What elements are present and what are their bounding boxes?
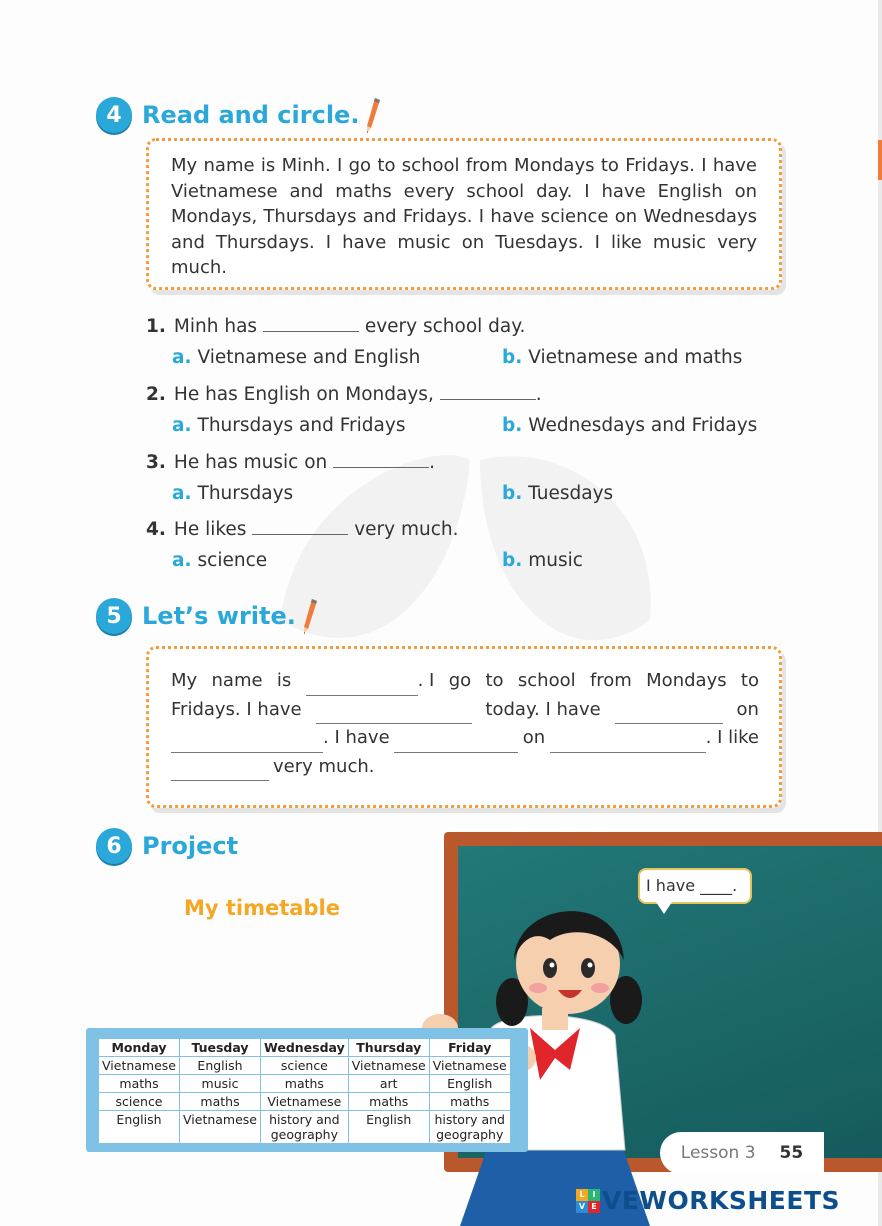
option-letter: a. — [172, 415, 192, 436]
table-cell: English — [99, 1111, 180, 1144]
writing-line — [171, 667, 759, 696]
option-a[interactable] — [172, 415, 405, 436]
table-cell: maths — [429, 1093, 510, 1111]
table-row — [99, 1057, 511, 1075]
text-fragment: name — [211, 670, 263, 691]
page-edge-tab — [878, 140, 882, 180]
option-letter: b. — [502, 347, 523, 368]
option-b[interactable] — [502, 550, 583, 571]
timetable-header-row — [99, 1039, 511, 1057]
question-text-after: . — [535, 384, 542, 405]
pencil-icon — [365, 96, 381, 134]
table-cell: Vietnamese — [261, 1093, 349, 1111]
writing-line — [171, 724, 759, 753]
table-cell: history and geography — [429, 1111, 510, 1144]
question-text-before: He has English on Mondays, — [173, 384, 434, 405]
table-cell: maths — [348, 1093, 429, 1111]
table-cell: maths — [261, 1075, 349, 1093]
text-fragment: from — [589, 670, 632, 691]
option-text: science — [197, 550, 268, 571]
logo-letter: I — [588, 1189, 600, 1201]
liveworksheets-brand — [576, 1186, 840, 1215]
option-letter: a. — [172, 483, 192, 504]
table-cell: English — [429, 1075, 510, 1093]
reading-passage: My name is Minh. I go to school from Mondays to Fridays. I have Vietnamese and maths every school day. I have English on Mondays, Thursdays and Fridays. I have science on Wednesdays and Thursdays. I have music on Tuesdays. I like music very much. — [171, 155, 757, 278]
reading-passage-box — [146, 138, 782, 290]
option-text: Tuesdays — [528, 483, 614, 504]
text-fragment: to — [485, 670, 504, 691]
name-blank[interactable] — [306, 677, 418, 696]
section-6-heading — [96, 828, 238, 864]
project-subtitle: My timetable — [184, 896, 340, 920]
section-title: Read and circle. — [142, 101, 360, 129]
question-3 — [146, 449, 435, 473]
table-cell: Vietnamese — [180, 1111, 261, 1144]
table-cell: maths — [99, 1075, 180, 1093]
question-text-before: He likes — [173, 519, 247, 540]
table-cell: Vietnamese — [99, 1057, 180, 1075]
answer-blank[interactable] — [440, 381, 536, 400]
timetable-header: Friday — [429, 1039, 510, 1057]
section-title: Project — [142, 832, 239, 860]
text-fragment: school — [517, 670, 576, 691]
text-fragment: on — [522, 727, 546, 748]
table-cell: history and geography — [261, 1111, 349, 1144]
day-blank[interactable] — [550, 734, 706, 753]
speech-bubble: I have ____. — [638, 868, 752, 904]
option-a[interactable] — [172, 550, 267, 571]
subject-blank[interactable] — [171, 762, 269, 781]
option-b[interactable] — [502, 415, 757, 436]
brand-text: VEWORKSHEETS — [602, 1186, 841, 1215]
answer-blank[interactable] — [263, 313, 359, 332]
subjects-blank[interactable] — [316, 705, 472, 724]
writing-paragraph — [171, 667, 759, 781]
option-letter: a. — [172, 347, 192, 368]
option-text: Wednesdays and Fridays — [528, 415, 758, 436]
answer-blank[interactable] — [252, 516, 348, 535]
question-number: 3. — [146, 452, 166, 473]
table-cell: science — [99, 1093, 180, 1111]
pencil-icon — [302, 597, 318, 635]
option-text: Thursdays — [197, 483, 294, 504]
option-text: music — [528, 550, 583, 571]
section-number-badge: 4 — [96, 97, 132, 133]
question-number: 4. — [146, 519, 166, 540]
day-blank[interactable] — [171, 734, 323, 753]
writing-line — [171, 696, 759, 725]
liveworksheets-logo-icon — [576, 1189, 600, 1213]
text-fragment: very much. — [273, 755, 375, 777]
option-letter: b. — [502, 483, 523, 504]
logo-letter: L — [576, 1189, 588, 1201]
table-cell: Vietnamese — [429, 1057, 510, 1075]
option-letter: b. — [502, 550, 523, 571]
text-fragment: . I have — [323, 727, 390, 748]
text-fragment: Fridays. I have — [171, 698, 302, 720]
lesson-label: Lesson 3 — [680, 1143, 756, 1163]
section-4-heading — [96, 96, 381, 134]
text-fragment: to — [740, 670, 759, 691]
question-text-after: . — [429, 452, 436, 473]
question-4 — [146, 516, 459, 540]
option-a[interactable] — [172, 347, 420, 368]
section-title: Let’s write. — [142, 602, 296, 630]
question-text-before: Minh has — [173, 316, 258, 337]
timetable-header: Monday — [99, 1039, 180, 1057]
table-row — [99, 1093, 511, 1111]
section-number-badge: 5 — [96, 598, 132, 634]
table-cell: maths — [180, 1093, 261, 1111]
logo-letter: E — [588, 1201, 600, 1213]
text-fragment: today. I have — [485, 698, 601, 720]
text-fragment: go — [448, 670, 472, 691]
question-1 — [146, 313, 525, 337]
blank-group — [171, 724, 390, 753]
timetable — [98, 1038, 511, 1144]
text-fragment: . I — [417, 670, 435, 691]
question-text-after: very much. — [354, 519, 459, 540]
table-row — [99, 1111, 511, 1144]
lesson-tag — [660, 1132, 824, 1174]
timetable-header: Wednesday — [261, 1039, 349, 1057]
timetable-card — [86, 1028, 528, 1152]
question-number: 2. — [146, 384, 166, 405]
question-2 — [146, 381, 542, 405]
option-text: Vietnamese and maths — [528, 347, 743, 368]
option-letter: b. — [502, 415, 523, 436]
option-b[interactable] — [502, 347, 742, 368]
text-fragment: My — [171, 670, 198, 691]
writing-line — [171, 753, 759, 782]
section-5-heading — [96, 597, 318, 635]
question-text-before: He has music on — [173, 452, 328, 473]
option-text: Thursdays and Fridays — [197, 415, 406, 436]
section-number-badge: 6 — [96, 828, 132, 864]
text-fragment: . I like — [705, 727, 759, 748]
option-text: Vietnamese and English — [197, 347, 421, 368]
answer-blank[interactable] — [333, 449, 429, 468]
table-cell: English — [180, 1057, 261, 1075]
question-text-after: every school day. — [364, 316, 526, 337]
timetable-header: Tuesday — [180, 1039, 261, 1057]
page-number: 55 — [779, 1143, 804, 1163]
table-cell: English — [348, 1111, 429, 1144]
logo-letter: V — [576, 1201, 588, 1213]
subject-blank[interactable] — [615, 705, 723, 724]
writing-box — [146, 646, 782, 808]
table-cell: Vietnamese — [348, 1057, 429, 1075]
subject-blank[interactable] — [394, 734, 518, 753]
timetable-header: Thursday — [348, 1039, 429, 1057]
text-fragment: is — [276, 670, 292, 691]
table-cell: music — [180, 1075, 261, 1093]
text-fragment: Mondays — [646, 670, 727, 691]
table-cell: art — [348, 1075, 429, 1093]
option-letter: a. — [172, 550, 192, 571]
question-number: 1. — [146, 316, 166, 337]
blank-group — [306, 667, 435, 696]
option-b[interactable] — [502, 483, 613, 504]
table-row — [99, 1075, 511, 1093]
table-cell: science — [261, 1057, 349, 1075]
text-fragment: on — [736, 698, 759, 720]
blank-group — [550, 724, 759, 753]
option-a[interactable] — [172, 483, 293, 504]
